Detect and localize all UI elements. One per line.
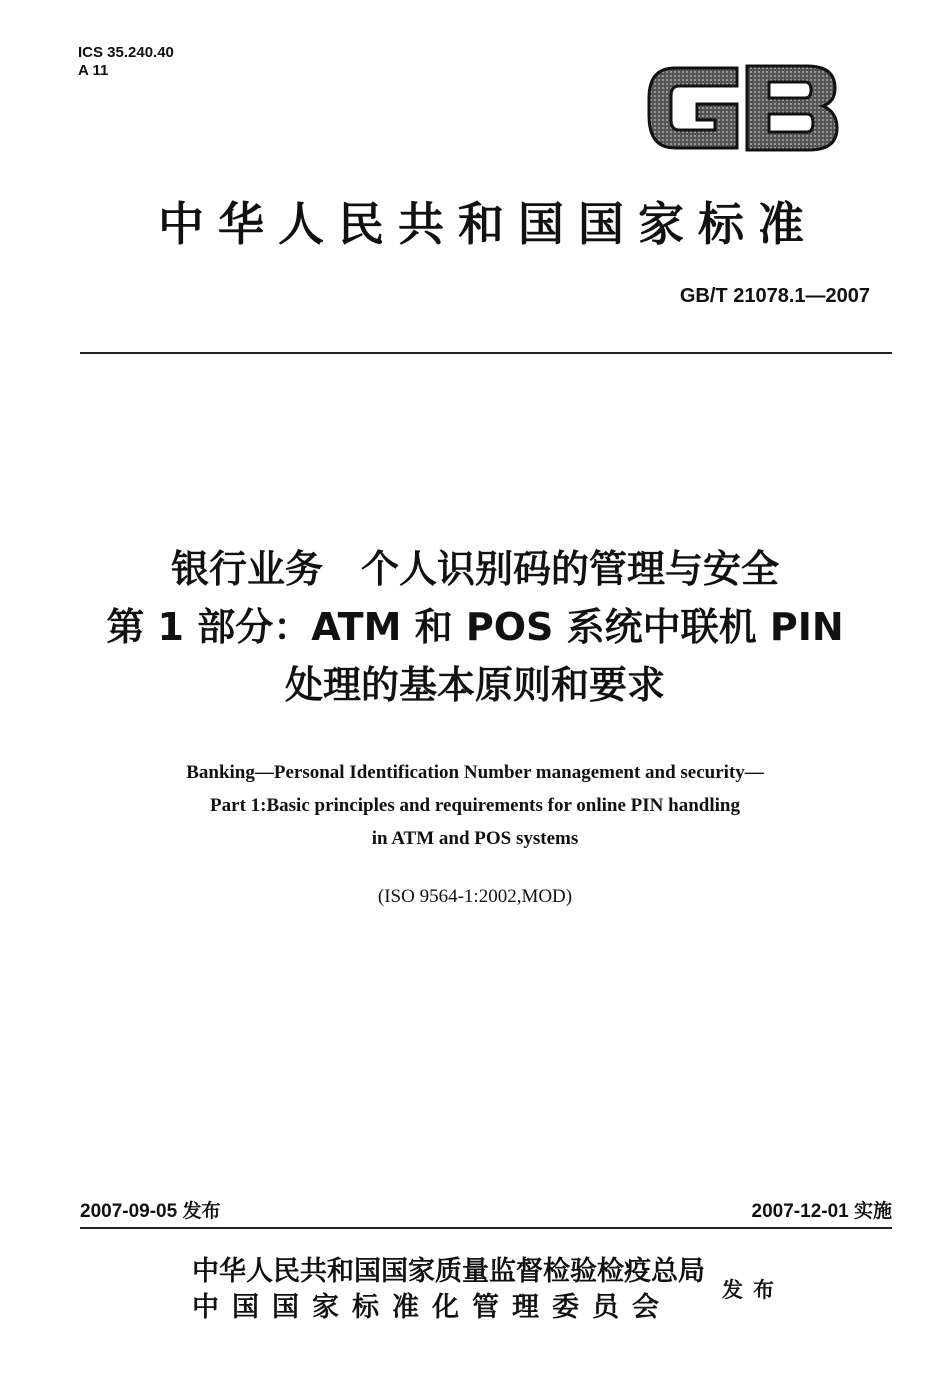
chinese-title: [40, 540, 910, 714]
header-divider: [80, 352, 892, 354]
issue-date: 2007-09-05 发布: [80, 1201, 221, 1222]
ics-code: ICS 35.240.40: [78, 44, 174, 61]
standard-number: GB/T 21078.1—2007: [679, 285, 870, 307]
publish-label: 发布: [722, 1278, 784, 1302]
english-title: [40, 756, 910, 855]
issuing-authorities: [192, 1254, 705, 1326]
chinese-title-line: 银行业务 个人识别码的管理与安全: [170, 547, 779, 591]
classification-codes: [78, 44, 174, 80]
english-title-line: in ATM and POS systems: [371, 828, 579, 849]
english-title-line: Part 1:Basic principles and requirements for online PIN handling: [210, 795, 740, 816]
chinese-title-line: 处理的基本原则和要求: [284, 663, 665, 707]
implement-date: 2007-12-01 实施: [751, 1201, 892, 1222]
standard-type-heading: 中华人民共和国国家标准: [158, 197, 818, 251]
chinese-title-line: 第 1 部分：ATM 和 POS 系统中联机 PIN: [106, 605, 844, 649]
gb-logo: [645, 58, 840, 156]
footer-divider: [80, 1227, 892, 1229]
class-code: A 11: [78, 62, 109, 79]
english-title-line: Banking—Personal Identification Number management and security—: [186, 762, 764, 783]
iso-reference: (ISO 9564-1:2002,MOD): [377, 886, 573, 907]
issuer-name: 中国国家标准化管理委员会: [192, 1292, 672, 1323]
issuer-name: 中华人民共和国国家质量监督检验检疫总局: [192, 1256, 705, 1287]
